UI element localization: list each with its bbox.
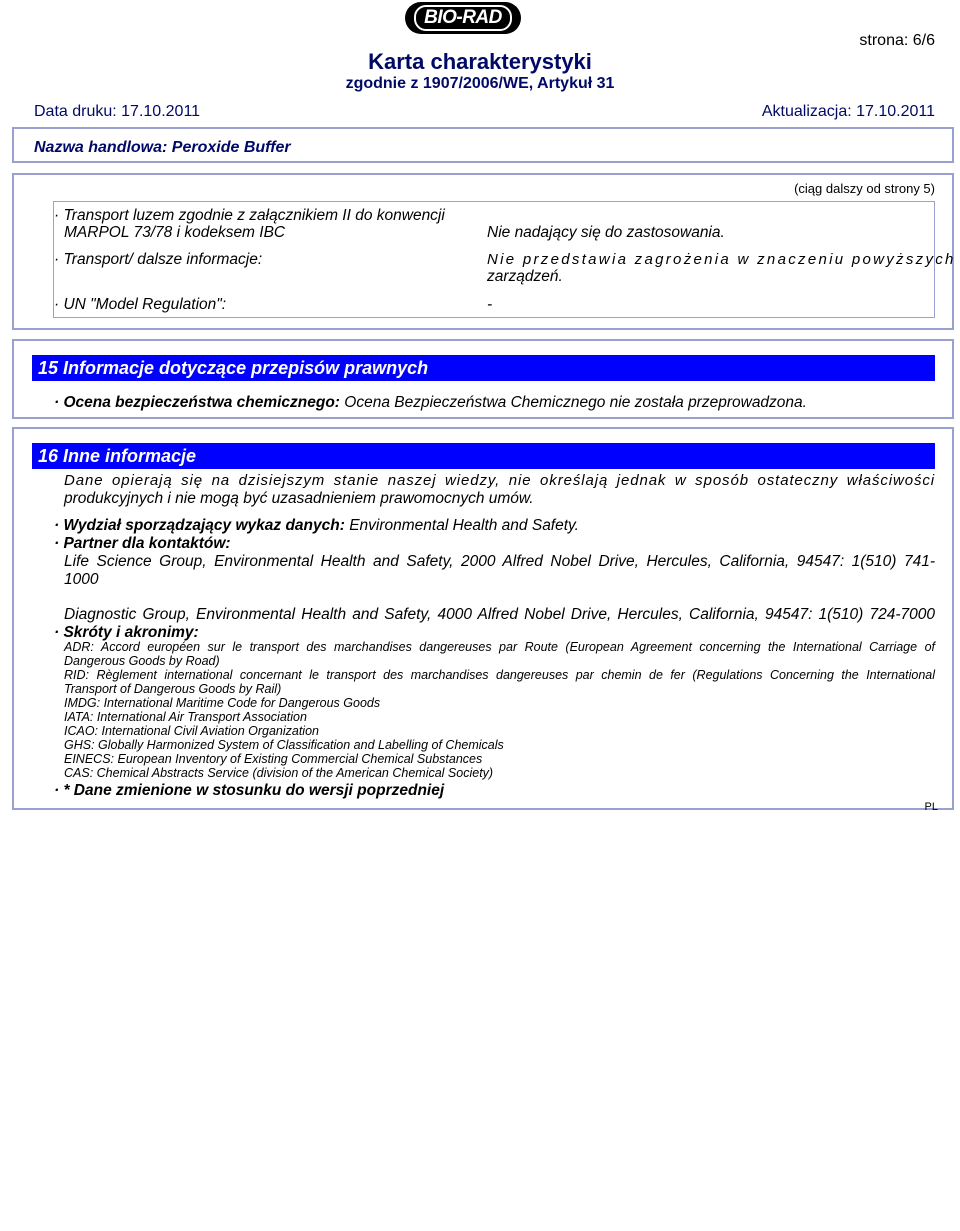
transport-value-line2: zarządzeń. xyxy=(487,268,563,285)
marpol-value: Nie nadający się do zastosowania. xyxy=(487,224,725,241)
transport-label: · Transport/ dalsze informacje: xyxy=(54,251,263,268)
abbr-icao: ICAO: International Civil Aviation Organization xyxy=(64,724,319,738)
document-subtitle: zgodnie z 1907/2006/WE, Artykuł 31 xyxy=(345,75,615,92)
department-value: Environmental Health and Safety. xyxy=(349,517,579,534)
continued-note: (ciąg dalszy od strony 5) xyxy=(794,181,935,196)
abbr-rid-line2: Transport of Dangerous Goods by Rail) xyxy=(64,682,282,696)
assessment-label: · Ocena bezpieczeństwa chemicznego: xyxy=(54,394,340,411)
assessment-row xyxy=(54,394,807,412)
section-15-heading: 15 Informacje dotyczące przepisów prawnych xyxy=(32,355,935,381)
abbr-adr-line1: ADR: Accord européen sur le transport des marchandises dangereuses par Route (European Agreement concerning the International Carriage of xyxy=(64,640,935,654)
abbreviations-label: · Skróty i akronimy: xyxy=(54,624,199,641)
logo-text: BIO-RAD xyxy=(414,5,512,31)
abbr-imdg: IMDG: International Maritime Code for Dangerous Goods xyxy=(64,696,381,710)
abbr-adr-line2: Dangerous Goods by Road) xyxy=(64,654,220,668)
department-row xyxy=(54,517,579,535)
contact-line1-cont: 1000 xyxy=(64,571,99,588)
abbr-iata: IATA: International Air Transport Association xyxy=(64,710,307,724)
abbr-cas: CAS: Chemical Abstracts Service (division of the American Chemical Society) xyxy=(64,766,494,780)
department-label: · Wydział sporządzający wykaz danych: xyxy=(54,517,345,534)
contact-label: · Partner dla kontaktów: xyxy=(54,535,231,552)
marpol-label-line2: MARPOL 73/78 i kodeksem IBC xyxy=(64,224,286,241)
changed-note: · * Dane zmienione w stosunku do wersji poprzedniej xyxy=(54,782,445,799)
un-regulation-label: · UN "Model Regulation": xyxy=(54,296,227,313)
disclaimer-line1: Dane opierają się na dzisiejszym stanie naszej wiedzy, nie określają jednak w sposób ostateczny właściwości xyxy=(64,472,935,489)
bio-rad-logo xyxy=(405,2,521,34)
abbr-ghs: GHS: Globally Harmonized System of Classification and Labelling of Chemicals xyxy=(64,738,504,752)
section-16-heading: 16 Inne informacje xyxy=(32,443,935,469)
trade-name: Nazwa handlowa: Peroxide Buffer xyxy=(34,139,291,156)
assessment-value: Ocena Bezpieczeństwa Chemicznego nie została przeprowadzona. xyxy=(344,394,807,411)
un-regulation-value: - xyxy=(487,296,493,313)
abbr-einecs: EINECS: European Inventory of Existing Commercial Chemical Substances xyxy=(64,752,483,766)
document-title: Karta charakterystyki xyxy=(368,49,592,74)
transport-value-line1: Nie przedstawia zagrożenia w znaczeniu powyższych xyxy=(487,251,956,268)
marpol-label-line1: · Transport luzem zgodnie z załącznikiem II do konwencji xyxy=(54,207,445,224)
print-date: Data druku: 17.10.2011 xyxy=(34,103,201,120)
trade-name-box xyxy=(12,127,954,163)
abbr-rid-line1: RID: Règlement international concernant le transport des marchandises dangereuses par chemin de fer (Regulations Concerning the International xyxy=(64,668,935,682)
page-number: strona: 6/6 xyxy=(859,32,935,49)
contact-line1: Life Science Group, Environmental Health and Safety, 2000 Alfred Nobel Drive, Hercules, California, 94547: 1(510) 741- xyxy=(64,553,935,570)
update-date: Aktualizacja: 17.10.2011 xyxy=(761,103,935,120)
disclaimer-line2: produkcyjnych i nie mogą być uzasadnieniem prawomocnych umów. xyxy=(64,490,534,507)
language-code: PL xyxy=(924,801,938,813)
contact-line2: Diagnostic Group, Environmental Health and Safety, 4000 Alfred Nobel Drive, Hercules, California, 94547: 1(510) 724-7000 xyxy=(64,606,935,623)
